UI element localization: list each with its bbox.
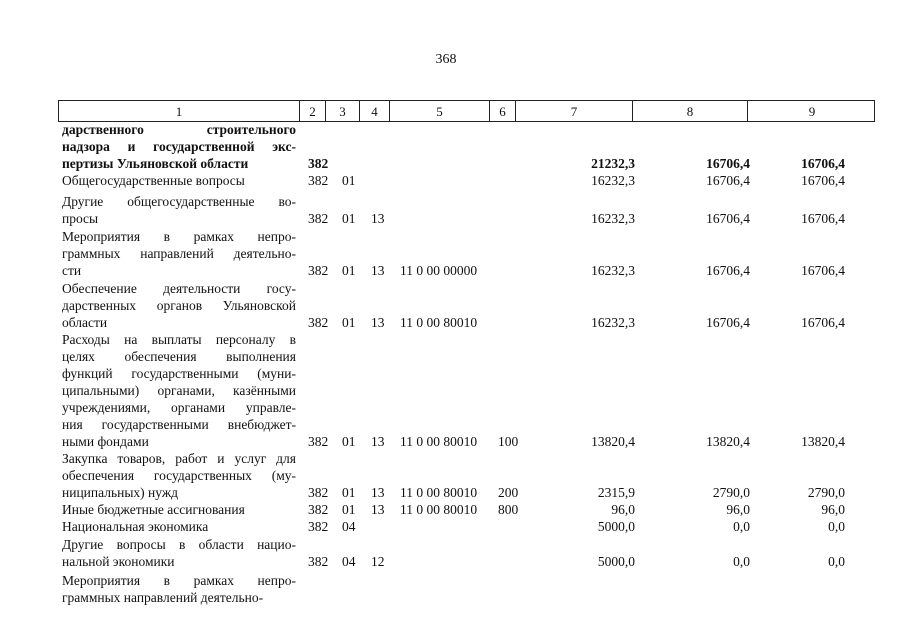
- row-name-line: ния государственными внебюджет-: [62, 417, 296, 432]
- row-name-line: функций государственными (муни-: [62, 366, 296, 381]
- row-name-line: граммных направлений деятельно-: [62, 590, 264, 605]
- row-value-c7: 21232,3: [591, 156, 635, 171]
- header-col-8: 8: [633, 101, 748, 121]
- row-name-line: дарственных органов Ульяновской: [62, 298, 296, 313]
- header-col-6: 6: [490, 101, 516, 121]
- row-value-c8: 16706,4: [706, 263, 750, 278]
- header-col-5: 5: [390, 101, 490, 121]
- page-number: 368: [435, 52, 457, 67]
- row-value-c4: 13: [371, 434, 385, 449]
- row-value-c7: 16232,3: [591, 263, 635, 278]
- table-row: [0, 228, 905, 279]
- row-value-c8: 13820,4: [706, 434, 750, 449]
- row-name: [62, 172, 296, 189]
- header-col-7: 7: [516, 101, 633, 121]
- row-value-c6: 100: [498, 434, 519, 449]
- row-name-line: граммных направлений деятельно-: [62, 246, 296, 261]
- header-col-4: 4: [360, 101, 390, 121]
- row-name: [62, 518, 296, 535]
- row-value-c3: 01: [342, 485, 356, 500]
- row-name-line: Мероприятия в рамках непро-: [62, 573, 296, 588]
- table-row: [0, 501, 905, 518]
- row-name-line: дарственного строительного: [62, 122, 296, 137]
- row-name: [62, 228, 296, 279]
- row-value-c2: 382: [308, 173, 329, 188]
- row-name-line: Национальная экономика: [62, 519, 209, 534]
- row-value-c9: 0,0: [828, 554, 845, 569]
- table-row: [0, 536, 905, 570]
- row-name-line: просы: [62, 211, 99, 226]
- table-row: [0, 518, 905, 535]
- header-col-3: 3: [326, 101, 360, 121]
- row-value-c9: 2790,0: [807, 485, 845, 500]
- row-value-c9: 0,0: [828, 519, 845, 534]
- row-name-line: сти: [62, 263, 82, 278]
- row-value-c9: 96,0: [821, 502, 845, 517]
- row-value-c4: 13: [371, 485, 385, 500]
- row-value-c9: 16706,4: [801, 173, 845, 188]
- row-name-line: нальной экономики: [62, 554, 175, 569]
- row-value-c2: 382: [308, 315, 329, 330]
- row-name: [62, 280, 296, 331]
- row-value-c2: 382: [308, 485, 329, 500]
- row-value-c9: 16706,4: [801, 156, 845, 171]
- row-name: [62, 193, 296, 227]
- row-value-c8: 0,0: [733, 554, 750, 569]
- header-col-9: 9: [808, 104, 816, 119]
- row-name-line: Обеспечение деятельности госу-: [62, 281, 296, 296]
- row-value-c2: 382: [308, 519, 329, 534]
- header-col-2: 2: [300, 101, 326, 121]
- header-col-1: 1: [59, 101, 300, 121]
- row-value-c6: 200: [498, 485, 519, 500]
- row-value-c3: 01: [342, 315, 356, 330]
- row-name-line: надзора и государственной экс-: [62, 139, 296, 154]
- table-row: [0, 450, 905, 501]
- row-name-line: Иные бюджетные ассигнования: [62, 502, 245, 517]
- row-name-line: Другие вопросы в области нацио-: [62, 537, 296, 552]
- row-value-c4: 13: [371, 211, 385, 226]
- row-value-c2: 382: [308, 502, 329, 517]
- table-row: [0, 193, 905, 227]
- table-row: [0, 331, 905, 450]
- row-name-line: целях обеспечения выполнения: [62, 349, 296, 364]
- row-value-c8: 2790,0: [712, 485, 750, 500]
- row-value-c5: 11 0 00 80010: [400, 485, 478, 500]
- row-value-c8: 16706,4: [706, 211, 750, 226]
- table-row: [0, 572, 905, 606]
- row-value-c3: 01: [342, 211, 356, 226]
- row-value-c9: 16706,4: [801, 315, 845, 330]
- row-value-c8: 16706,4: [706, 156, 750, 171]
- row-value-c7: 5000,0: [597, 519, 635, 534]
- row-name: [62, 501, 296, 518]
- row-value-c7: 96,0: [611, 502, 635, 517]
- row-name: [62, 572, 296, 606]
- row-name-line: Мероприятия в рамках непро-: [62, 229, 296, 244]
- row-value-c2: 382: [308, 263, 329, 278]
- row-value-c3: 01: [342, 263, 356, 278]
- row-value-c8: 16706,4: [706, 315, 750, 330]
- row-value-c3: 04: [342, 554, 356, 569]
- row-value-c9: 16706,4: [801, 211, 845, 226]
- row-name-line: ными фондами: [62, 434, 149, 449]
- row-name-line: Закупка товаров, работ и услуг для: [62, 451, 296, 466]
- row-value-c5: 11 0 00 80010: [400, 502, 478, 517]
- row-value-c5: 11 0 00 80010: [400, 315, 478, 330]
- row-value-c4: 13: [371, 502, 385, 517]
- row-name: [62, 121, 296, 172]
- row-value-c5: 11 0 00 00000: [400, 263, 478, 278]
- row-value-c3: 01: [342, 173, 356, 188]
- row-name-line: Другие общегосударственные во-: [62, 194, 296, 209]
- row-value-c8: 16706,4: [706, 173, 750, 188]
- row-value-c8: 0,0: [733, 519, 750, 534]
- row-value-c3: 04: [342, 519, 356, 534]
- row-value-c6: 800: [498, 502, 519, 517]
- row-value-c4: 12: [371, 554, 385, 569]
- row-value-c7: 13820,4: [591, 434, 635, 449]
- row-value-c9: 13820,4: [801, 434, 845, 449]
- row-name-line: ципальными) органами, казёнными: [62, 383, 296, 398]
- row-value-c3: 01: [342, 502, 356, 517]
- row-name-line: пертизы Ульяновской области: [62, 156, 249, 171]
- row-name-line: ниципальных) нужд: [62, 485, 179, 500]
- row-name: [62, 450, 296, 501]
- row-value-c2: 382: [308, 554, 329, 569]
- row-name: [62, 331, 296, 450]
- table-row: [0, 280, 905, 331]
- row-value-c2: 382: [308, 434, 329, 449]
- row-value-c7: 16232,3: [591, 173, 635, 188]
- row-value-c3: 01: [342, 434, 356, 449]
- row-name-line: обеспечения государственных (му-: [62, 468, 296, 483]
- row-name-line: области: [62, 315, 108, 330]
- row-value-c5: 11 0 00 80010: [400, 434, 478, 449]
- row-name-line: Общегосударственные вопросы: [62, 173, 245, 188]
- row-value-c4: 13: [371, 263, 385, 278]
- row-value-c7: 2315,9: [597, 485, 635, 500]
- row-name-line: учреждениями, органами управле-: [62, 400, 296, 415]
- row-value-c2: 382: [308, 156, 329, 171]
- row-value-c9: 16706,4: [801, 263, 845, 278]
- row-name-line: Расходы на выплаты персоналу в: [62, 332, 296, 347]
- row-value-c7: 16232,3: [591, 315, 635, 330]
- row-name: [62, 536, 296, 570]
- table-row: [0, 121, 905, 172]
- row-value-c7: 16232,3: [591, 211, 635, 226]
- row-value-c2: 382: [308, 211, 329, 226]
- row-value-c4: 13: [371, 315, 385, 330]
- row-value-c8: 96,0: [726, 502, 750, 517]
- table-row: [0, 172, 905, 189]
- row-value-c7: 5000,0: [597, 554, 635, 569]
